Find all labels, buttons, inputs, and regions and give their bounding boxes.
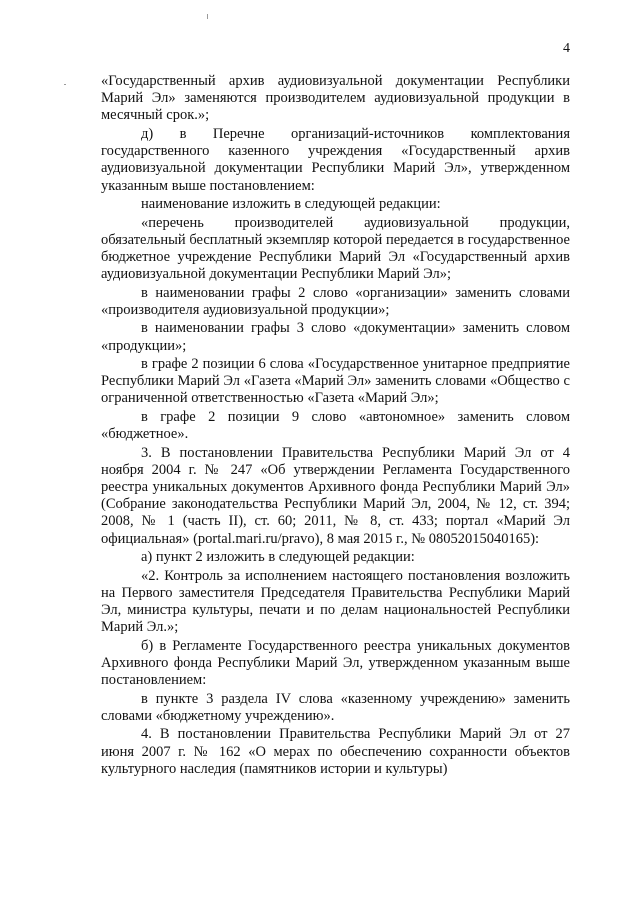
- document-body: [101, 73, 570, 779]
- paragraph-new-name: «перечень производителей аудиовизуальной продукции, обязательный бесплатный экземпляр которой передается в государственное бюджетное учреждение Республики Марий Эл «Государственный архив аудиовизуальной документации Республики Марий Эл»;: [101, 214, 570, 283]
- scan-mark-left: [64, 84, 66, 85]
- page-number: 4: [563, 41, 570, 56]
- paragraph-item-d: д) в Перечне организаций-источников комплектования государственного казенного учреждения «Государственный архив аудиовизуальной документации Республики Марий Эл», утвержденном указанным выше постановлением:: [101, 125, 570, 194]
- paragraph-position-9: в графе 2 позиции 9 слово «автономное» заменить словом «бюджетное».: [101, 408, 570, 443]
- paragraph-control-clause: «2. Контроль за исполнением настоящего постановления возложить на Первого заместителя Председателя Правительства Республики Марий Эл, министра культуры, печати и по делам национальностей Республики Марий Эл.»;: [101, 567, 570, 636]
- paragraph-section-3: 3. В постановлении Правительства Республики Марий Эл от 4 ноября 2004 г. № 247 «Об утверждении Регламента Государственного реестра уникальных документов Архивного фонда Республики Марий Эл» (Собрание законодательства Республики Марий Эл, 2004, № 12, ст. 394; 2008, № 1 (часть II), ст. 60; 2011, № 8, ст. 433; портал «Марий Эл официальная» (portal.mari.ru/pravo), 8 мая 2015 г., № 08052015040165):: [101, 444, 570, 547]
- paragraph-1-continuation: «Государственный архив аудиовизуальной документации Республики Марий Эл» заменяются производителем аудиовизуальной продукции в месячный срок.»;: [101, 73, 570, 124]
- scan-mark-top: [207, 14, 208, 19]
- paragraph-item-b: б) в Регламенте Государственного реестра уникальных документов Архивного фонда Республики Марий Эл, утвержденном указанным выше постановлением:: [101, 637, 570, 689]
- paragraph-item-a: а) пункт 2 изложить в следующей редакции:: [141, 549, 415, 566]
- paragraph-name-edit: наименование изложить в следующей редакции:: [141, 196, 441, 213]
- paragraph-section-4: 4. В постановлении Правительства Республики Марий Эл от 27 июня 2007 г. № 162 «О мерах по обеспечению сохранности объектов культурного наследия (памятников истории и культуры): [101, 726, 570, 777]
- paragraph-position-6: в графе 2 позиции 6 слова «Государственное унитарное предприятие Республики Марий Эл «Газета «Марий Эл» заменить словами «Общество с ограниченной ответственностью «Газета «Марий Эл»;: [101, 356, 570, 407]
- paragraph-column-3-name: в наименовании графы 3 слово «документации» заменить словом «продукции»;: [101, 320, 570, 354]
- paragraph-column-2-name: в наименовании графы 2 слово «организации» заменить словами «производителя аудиовизуальной продукции»;: [101, 284, 570, 318]
- paragraph-section-iv: в пункте 3 раздела IV слова «казенному учреждению» заменить словами «бюджетному учреждению».: [101, 690, 570, 724]
